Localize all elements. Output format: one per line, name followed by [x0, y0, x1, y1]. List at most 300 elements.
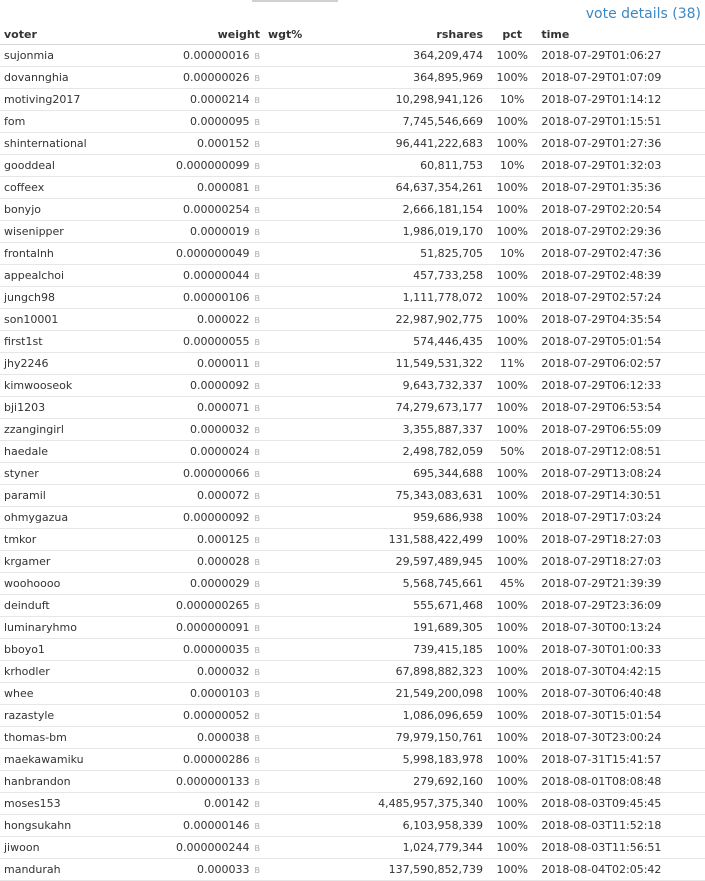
weight-cell — [170, 639, 264, 661]
voter-name[interactable]: son10001 — [0, 309, 170, 331]
voter-name[interactable]: moses153 — [0, 793, 170, 815]
weight-cell — [170, 507, 264, 529]
wgt-pct-cell — [264, 683, 323, 705]
weight-unit: B — [254, 403, 260, 413]
weight-unit: B — [254, 711, 260, 721]
weight-cell — [170, 595, 264, 617]
pct-cell: 100% — [487, 133, 537, 155]
pct-cell: 100% — [487, 397, 537, 419]
weight-unit: B — [254, 205, 260, 215]
weight-unit: B — [254, 843, 260, 853]
wgt-pct-cell — [264, 749, 323, 771]
time-cell: 2018-07-30T00:13:24 — [537, 617, 705, 639]
wgt-pct-cell — [264, 793, 323, 815]
weight-unit: B — [254, 579, 260, 589]
weight-value: 0.000152 — [196, 137, 250, 150]
wgt-pct-cell — [264, 177, 323, 199]
wgt-pct-cell — [264, 375, 323, 397]
weight-value: 0.00000146 — [182, 819, 250, 832]
rshares-cell: 79,979,150,761 — [323, 727, 487, 749]
weight-unit: B — [254, 139, 260, 149]
wgt-pct-cell — [264, 771, 323, 793]
weight-cell — [170, 727, 264, 749]
weight-unit: B — [254, 73, 260, 83]
rshares-cell: 74,279,673,177 — [323, 397, 487, 419]
wgt-pct-cell — [264, 727, 323, 749]
table-header-row — [0, 25, 705, 45]
pct-cell: 100% — [487, 815, 537, 837]
rshares-cell: 60,811,753 — [323, 155, 487, 177]
pct-cell: 100% — [487, 265, 537, 287]
time-cell: 2018-07-29T01:07:09 — [537, 67, 705, 89]
voter-name[interactable]: bboyo1 — [0, 639, 170, 661]
voter-name[interactable]: deinduft — [0, 595, 170, 617]
table-row — [0, 771, 705, 793]
weight-value: 0.00142 — [203, 797, 250, 810]
pct-cell: 100% — [487, 221, 537, 243]
wgt-pct-cell — [264, 419, 323, 441]
wgt-pct-cell — [264, 639, 323, 661]
time-cell: 2018-07-29T05:01:54 — [537, 331, 705, 353]
column-header-voter: voter — [0, 25, 170, 45]
time-cell: 2018-07-30T04:42:15 — [537, 661, 705, 683]
time-cell: 2018-07-29T02:48:39 — [537, 265, 705, 287]
voter-name[interactable]: jhy2246 — [0, 353, 170, 375]
weight-value: 0.000033 — [196, 863, 250, 876]
weight-cell — [170, 89, 264, 111]
rshares-cell: 96,441,222,683 — [323, 133, 487, 155]
table-row — [0, 683, 705, 705]
voter-name[interactable]: hanbrandon — [0, 771, 170, 793]
weight-cell — [170, 309, 264, 331]
voter-name[interactable]: zzangingirl — [0, 419, 170, 441]
pct-cell: 100% — [487, 705, 537, 727]
pct-cell: 100% — [487, 287, 537, 309]
wgt-pct-cell — [264, 507, 323, 529]
time-cell: 2018-07-29T06:02:57 — [537, 353, 705, 375]
voter-name[interactable]: krgamer — [0, 551, 170, 573]
voter-name[interactable]: bji1203 — [0, 397, 170, 419]
voter-name[interactable]: whee — [0, 683, 170, 705]
table-row — [0, 309, 705, 331]
table-row — [0, 441, 705, 463]
table-row — [0, 287, 705, 309]
time-cell: 2018-08-01T08:08:48 — [537, 771, 705, 793]
time-cell: 2018-07-30T23:00:24 — [537, 727, 705, 749]
voter-name[interactable]: shinternational — [0, 133, 170, 155]
rshares-cell: 131,588,422,499 — [323, 529, 487, 551]
weight-cell — [170, 441, 264, 463]
voter-name[interactable]: gooddeal — [0, 155, 170, 177]
weight-value: 0.00000026 — [182, 71, 250, 84]
pct-cell: 45% — [487, 573, 537, 595]
wgt-pct-cell — [264, 573, 323, 595]
pct-cell: 100% — [487, 727, 537, 749]
pct-cell: 100% — [487, 683, 537, 705]
wgt-pct-cell — [264, 111, 323, 133]
time-cell: 2018-08-03T11:52:18 — [537, 815, 705, 837]
time-cell: 2018-07-29T01:06:27 — [537, 45, 705, 67]
time-cell: 2018-07-29T04:35:54 — [537, 309, 705, 331]
weight-value: 0.000000244 — [175, 841, 250, 854]
wgt-pct-cell — [264, 617, 323, 639]
pct-cell: 100% — [487, 45, 537, 67]
voter-name[interactable]: bonyjo — [0, 199, 170, 221]
column-header-time: time — [537, 25, 705, 45]
weight-value: 0.00000286 — [182, 753, 250, 766]
weight-unit: B — [254, 183, 260, 193]
weight-unit: B — [254, 689, 260, 699]
rshares-cell: 2,498,782,059 — [323, 441, 487, 463]
time-cell: 2018-08-04T02:05:42 — [537, 859, 705, 881]
weight-cell — [170, 221, 264, 243]
weight-value: 0.000081 — [196, 181, 250, 194]
voter-name[interactable]: haedale — [0, 441, 170, 463]
pct-cell: 100% — [487, 617, 537, 639]
rshares-cell: 22,987,902,775 — [323, 309, 487, 331]
weight-cell — [170, 177, 264, 199]
pct-cell: 100% — [487, 507, 537, 529]
wgt-pct-cell — [264, 287, 323, 309]
wgt-pct-cell — [264, 595, 323, 617]
weight-unit: B — [254, 469, 260, 479]
weight-cell — [170, 661, 264, 683]
weight-unit: B — [254, 359, 260, 369]
weight-value: 0.00000044 — [182, 269, 250, 282]
pct-cell: 100% — [487, 639, 537, 661]
voter-name[interactable]: paramil — [0, 485, 170, 507]
voter-name[interactable]: kimwooseok — [0, 375, 170, 397]
table-row — [0, 661, 705, 683]
time-cell: 2018-07-29T13:08:24 — [537, 463, 705, 485]
table-row — [0, 419, 705, 441]
weight-value: 0.000032 — [196, 665, 250, 678]
time-cell: 2018-07-30T15:01:54 — [537, 705, 705, 727]
wgt-pct-cell — [264, 309, 323, 331]
table-row — [0, 727, 705, 749]
table-row — [0, 617, 705, 639]
table-row — [0, 507, 705, 529]
weight-value: 0.00000016 — [182, 49, 250, 62]
rshares-cell: 51,825,705 — [323, 243, 487, 265]
weight-value: 0.0000092 — [189, 379, 250, 392]
rshares-cell: 1,086,096,659 — [323, 705, 487, 727]
voter-name[interactable]: motiving2017 — [0, 89, 170, 111]
rshares-cell: 67,898,882,323 — [323, 661, 487, 683]
column-header-weight: weight — [170, 25, 264, 45]
pct-cell: 100% — [487, 793, 537, 815]
weight-value: 0.000000049 — [175, 247, 250, 260]
pct-cell: 11% — [487, 353, 537, 375]
voter-name[interactable]: woohoooo — [0, 573, 170, 595]
time-cell: 2018-07-29T23:36:09 — [537, 595, 705, 617]
wgt-pct-cell — [264, 441, 323, 463]
voter-name[interactable]: razastyle — [0, 705, 170, 727]
time-cell: 2018-07-29T06:12:33 — [537, 375, 705, 397]
weight-value: 0.0000024 — [189, 445, 250, 458]
wgt-pct-cell — [264, 463, 323, 485]
weight-cell — [170, 837, 264, 859]
weight-unit: B — [254, 337, 260, 347]
weight-unit: B — [254, 249, 260, 259]
wgt-pct-cell — [264, 551, 323, 573]
weight-unit: B — [254, 425, 260, 435]
wgt-pct-cell — [264, 815, 323, 837]
time-cell: 2018-08-03T09:45:45 — [537, 793, 705, 815]
pct-cell: 100% — [487, 551, 537, 573]
table-row — [0, 45, 705, 67]
rshares-cell: 739,415,185 — [323, 639, 487, 661]
voter-name[interactable]: fom — [0, 111, 170, 133]
rshares-cell: 1,111,778,072 — [323, 287, 487, 309]
weight-value: 0.00000055 — [182, 335, 250, 348]
weight-cell — [170, 287, 264, 309]
table-row — [0, 177, 705, 199]
voter-name[interactable]: ohmygazua — [0, 507, 170, 529]
weight-value: 0.0000214 — [189, 93, 250, 106]
voter-name[interactable]: jiwoon — [0, 837, 170, 859]
table-row — [0, 353, 705, 375]
pct-cell: 100% — [487, 771, 537, 793]
rshares-cell: 279,692,160 — [323, 771, 487, 793]
weight-value: 0.00000035 — [182, 643, 250, 656]
weight-value: 0.0000029 — [189, 577, 250, 590]
voter-name[interactable]: jungch98 — [0, 287, 170, 309]
rshares-cell: 5,568,745,661 — [323, 573, 487, 595]
wgt-pct-cell — [264, 133, 323, 155]
weight-value: 0.0000019 — [189, 225, 250, 238]
rshares-cell: 9,643,732,337 — [323, 375, 487, 397]
time-cell: 2018-07-29T21:39:39 — [537, 573, 705, 595]
vote-count: (38) — [672, 6, 701, 22]
weight-unit: B — [254, 865, 260, 875]
pct-cell: 100% — [487, 199, 537, 221]
table-row — [0, 111, 705, 133]
time-cell: 2018-07-30T01:00:33 — [537, 639, 705, 661]
weight-unit: B — [254, 755, 260, 765]
weight-cell — [170, 155, 264, 177]
time-cell: 2018-07-29T01:14:12 — [537, 89, 705, 111]
time-cell: 2018-07-29T06:53:54 — [537, 397, 705, 419]
wgt-pct-cell — [264, 155, 323, 177]
weight-unit: B — [254, 623, 260, 633]
table-row — [0, 639, 705, 661]
table-row — [0, 837, 705, 859]
pct-cell: 100% — [487, 177, 537, 199]
rshares-cell: 4,485,957,375,340 — [323, 793, 487, 815]
voter-name[interactable]: tmkor — [0, 529, 170, 551]
column-header-wgt-pct: wgt% — [264, 25, 323, 45]
table-row — [0, 331, 705, 353]
pct-cell: 100% — [487, 837, 537, 859]
time-cell: 2018-08-03T11:56:51 — [537, 837, 705, 859]
weight-value: 0.000028 — [196, 555, 250, 568]
voter-name[interactable]: coffeex — [0, 177, 170, 199]
rshares-cell: 11,549,531,322 — [323, 353, 487, 375]
voter-name[interactable]: appealchoi — [0, 265, 170, 287]
weight-cell — [170, 617, 264, 639]
voter-name[interactable]: luminaryhmo — [0, 617, 170, 639]
weight-cell — [170, 199, 264, 221]
time-cell: 2018-07-29T02:20:54 — [537, 199, 705, 221]
table-row — [0, 529, 705, 551]
voter-name[interactable]: krhodler — [0, 661, 170, 683]
weight-cell — [170, 705, 264, 727]
pct-cell: 100% — [487, 595, 537, 617]
table-row — [0, 155, 705, 177]
weight-cell — [170, 397, 264, 419]
table-row — [0, 89, 705, 111]
vote-details-link[interactable] — [586, 6, 701, 22]
weight-cell — [170, 551, 264, 573]
rshares-cell: 29,597,489,945 — [323, 551, 487, 573]
weight-unit: B — [254, 491, 260, 501]
weight-unit: B — [254, 557, 260, 567]
voter-name[interactable]: maekawamiku — [0, 749, 170, 771]
table-row — [0, 573, 705, 595]
time-cell: 2018-07-29T01:32:03 — [537, 155, 705, 177]
voter-name[interactable]: mandurah — [0, 859, 170, 881]
voter-name[interactable]: thomas-bm — [0, 727, 170, 749]
rshares-cell: 695,344,688 — [323, 463, 487, 485]
wgt-pct-cell — [264, 485, 323, 507]
time-cell: 2018-07-29T01:35:36 — [537, 177, 705, 199]
time-cell: 2018-07-30T06:40:48 — [537, 683, 705, 705]
weight-unit: B — [254, 645, 260, 655]
weight-unit: B — [254, 315, 260, 325]
weight-cell — [170, 111, 264, 133]
wgt-pct-cell — [264, 243, 323, 265]
pct-cell: 100% — [487, 375, 537, 397]
weight-value: 0.00000254 — [182, 203, 250, 216]
weight-value: 0.00000052 — [182, 709, 250, 722]
voter-name[interactable]: sujonmia — [0, 45, 170, 67]
voter-name[interactable]: wisenipper — [0, 221, 170, 243]
table-row — [0, 199, 705, 221]
weight-value: 0.000000133 — [175, 775, 250, 788]
pct-cell: 10% — [487, 89, 537, 111]
rshares-cell: 959,686,938 — [323, 507, 487, 529]
rshares-cell: 7,745,546,669 — [323, 111, 487, 133]
weight-cell — [170, 375, 264, 397]
weight-cell — [170, 573, 264, 595]
pct-cell: 100% — [487, 463, 537, 485]
rshares-cell: 191,689,305 — [323, 617, 487, 639]
rshares-cell: 574,446,435 — [323, 331, 487, 353]
weight-unit: B — [254, 513, 260, 523]
rshares-cell: 21,549,200,098 — [323, 683, 487, 705]
pct-cell: 50% — [487, 441, 537, 463]
time-cell: 2018-07-29T02:29:36 — [537, 221, 705, 243]
table-row — [0, 551, 705, 573]
weight-cell — [170, 859, 264, 881]
weight-cell — [170, 243, 264, 265]
wgt-pct-cell — [264, 265, 323, 287]
weight-value: 0.000125 — [196, 533, 250, 546]
weight-cell — [170, 771, 264, 793]
time-cell: 2018-07-29T06:55:09 — [537, 419, 705, 441]
rshares-cell: 1,986,019,170 — [323, 221, 487, 243]
weight-cell — [170, 463, 264, 485]
wgt-pct-cell — [264, 705, 323, 727]
weight-value: 0.00000106 — [182, 291, 250, 304]
weight-value: 0.0000103 — [189, 687, 250, 700]
pct-cell: 100% — [487, 419, 537, 441]
weight-unit: B — [254, 447, 260, 457]
table-row — [0, 485, 705, 507]
wgt-pct-cell — [264, 837, 323, 859]
rshares-cell: 457,733,258 — [323, 265, 487, 287]
wgt-pct-cell — [264, 45, 323, 67]
weight-unit: B — [254, 535, 260, 545]
weight-value: 0.00000066 — [182, 467, 250, 480]
weight-value: 0.000000091 — [175, 621, 250, 634]
wgt-pct-cell — [264, 397, 323, 419]
time-cell: 2018-07-29T12:08:51 — [537, 441, 705, 463]
pct-cell: 10% — [487, 155, 537, 177]
weight-cell — [170, 683, 264, 705]
pct-cell: 100% — [487, 111, 537, 133]
weight-cell — [170, 265, 264, 287]
weight-unit: B — [254, 161, 260, 171]
rshares-cell: 137,590,852,739 — [323, 859, 487, 881]
pct-cell: 100% — [487, 749, 537, 771]
weight-unit: B — [254, 821, 260, 831]
weight-cell — [170, 485, 264, 507]
voter-name[interactable]: first1st — [0, 331, 170, 353]
weight-value: 0.000000099 — [175, 159, 250, 172]
weight-value: 0.0000032 — [189, 423, 250, 436]
weight-cell — [170, 331, 264, 353]
weight-unit: B — [254, 293, 260, 303]
weight-unit: B — [254, 117, 260, 127]
weight-unit: B — [254, 95, 260, 105]
wgt-pct-cell — [264, 89, 323, 111]
table-row — [0, 221, 705, 243]
rshares-cell: 2,666,181,154 — [323, 199, 487, 221]
voter-name[interactable]: hongsukahn — [0, 815, 170, 837]
table-row — [0, 793, 705, 815]
voter-name[interactable]: styner — [0, 463, 170, 485]
wgt-pct-cell — [264, 353, 323, 375]
table-row — [0, 749, 705, 771]
pct-cell: 100% — [487, 309, 537, 331]
weight-unit: B — [254, 799, 260, 809]
time-cell: 2018-07-29T14:30:51 — [537, 485, 705, 507]
weight-cell — [170, 793, 264, 815]
rshares-cell: 6,103,958,339 — [323, 815, 487, 837]
table-row — [0, 859, 705, 881]
voter-name[interactable]: dovannghia — [0, 67, 170, 89]
rshares-cell: 3,355,887,337 — [323, 419, 487, 441]
rshares-cell: 64,637,354,261 — [323, 177, 487, 199]
rshares-cell: 364,209,474 — [323, 45, 487, 67]
weight-unit: B — [254, 667, 260, 677]
wgt-pct-cell — [264, 661, 323, 683]
table-row — [0, 133, 705, 155]
weight-cell — [170, 749, 264, 771]
weight-value: 0.000000265 — [175, 599, 250, 612]
pct-cell: 100% — [487, 661, 537, 683]
weight-value: 0.000038 — [196, 731, 250, 744]
vote-details-label: vote details — [585, 6, 668, 22]
wgt-pct-cell — [264, 331, 323, 353]
voter-name[interactable]: frontalnh — [0, 243, 170, 265]
weight-cell — [170, 133, 264, 155]
pct-cell: 100% — [487, 67, 537, 89]
vote-details-header — [0, 0, 705, 24]
table-row — [0, 375, 705, 397]
